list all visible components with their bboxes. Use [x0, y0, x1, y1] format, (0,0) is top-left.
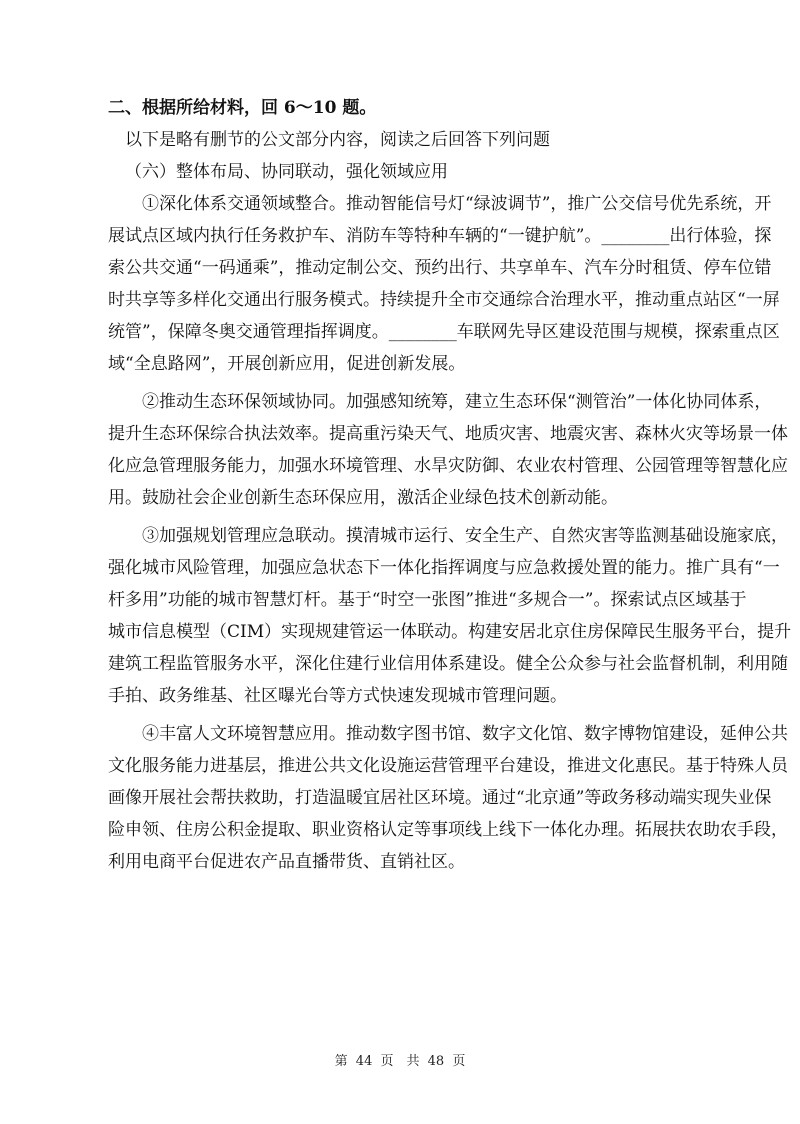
paragraph-line: 利用电商平台促进农产品直播带货、直销社区。 [108, 852, 465, 872]
paragraph-line: 杆多用”功能的城市智慧灯杆。基于“时空一张图”推进“多规合一”。探索试点区域基于 [108, 590, 747, 610]
paragraph-line: ④丰富人文环境智慧应用。推动数字图书馆、数字文化馆、数字博物馆建设，延伸公共 [142, 724, 788, 744]
paragraph-3 [108, 520, 792, 712]
footer-mid: 页 共 [380, 1054, 420, 1069]
paragraph-2 [108, 386, 788, 514]
paragraph-4 [108, 718, 788, 878]
paragraph-1 [108, 188, 780, 380]
footer-prefix: 第 [334, 1054, 348, 1069]
paragraph-line: 化应急管理服务能力，加强水环境管理、水旱灾防御、农业农村管理、公园管理等智慧化应 [108, 456, 788, 476]
subheading: （六）整体布局、协同联动，强化领域应用 [125, 162, 448, 182]
paragraph-line: 提升生态环保综合执法效率。提高重污染天气、地质灾害、地震灾害、森林火灾等场景一体 [108, 424, 788, 444]
paragraph-line: ①深化体系交通领域整合。推动智能信号灯“绿波调节”，推广公交信号优先系统，开 [142, 194, 772, 214]
current-page-number: 44 [355, 1054, 373, 1069]
paragraph-line: 统管”，保障冬奥交通管理指挥调度。________车联网先导区建设范围与规模，探索重点区 [108, 322, 780, 342]
section-heading: 二、根据所给材料，回 6～10 题。 [108, 98, 377, 118]
paragraph-line: 建筑工程监管服务水平，深化住建行业信用体系建设。健全公众参与社会监督机制，利用随 [108, 654, 788, 674]
paragraph-line: 时共享等多样化交通出行服务模式。持续提升全市交通综合治理水平，推动重点站区“一屏 [108, 290, 780, 310]
paragraph-line: 险申领、住房公积金提取、职业资格认定等事项线上线下一体化办理。拓展扶农助农手段， [108, 820, 788, 840]
paragraph-line: ③加强规划管理应急联动。摸清城市运行、安全生产、自然灾害等监测基础设施家底， [142, 526, 788, 546]
paragraph-line: 展试点区域内执行任务救护车、消防车等特种车辆的“一键护航”。________出行体验，探 [108, 226, 772, 246]
total-page-count: 48 [427, 1054, 445, 1069]
paragraph-line: 文化服务能力进基层，推进公共文化设施运营管理平台建设，推进文化惠民。基于特殊人员 [108, 756, 788, 776]
paragraph-line: ②推动生态环保领域协同。加强感知统筹，建立生态环保“测管治”一体化协同体系， [142, 392, 772, 412]
page-footer [0, 1050, 800, 1069]
footer-suffix: 页 [452, 1054, 466, 1069]
paragraph-line: 手拍、政务维基、社区曝光台等方式快速发现城市管理问题。 [108, 686, 567, 706]
intro-text: 以下是略有删节的公文部分内容，阅读之后回答下列问题 [125, 130, 550, 150]
paragraph-line: 强化城市风险管理，加强应急状态下一体化指挥调度与应急救援处置的能力。推广具有“一 [108, 558, 780, 578]
paragraph-line: 城市信息模型（CIM）实现规建管运一体联动。构建安居北京住房保障民生服务平台，提升 [108, 622, 792, 642]
paragraph-line: 域“全息路网”，开展创新应用，促进创新发展。 [108, 354, 466, 374]
document-body [108, 92, 792, 884]
paragraph-line: 用。鼓励社会企业创新生态环保应用，激活企业绿色技术创新动能。 [108, 488, 618, 508]
paragraph-line: 画像开展社会帮扶救助，打造温暖宜居社区环境。通过“北京通”等政务移动端实现失业保 [108, 788, 772, 808]
paragraph-line: 索公共交通“一码通乘”，推动定制公交、预约出行、共享单车、汽车分时租赁、停车位错 [108, 258, 772, 278]
